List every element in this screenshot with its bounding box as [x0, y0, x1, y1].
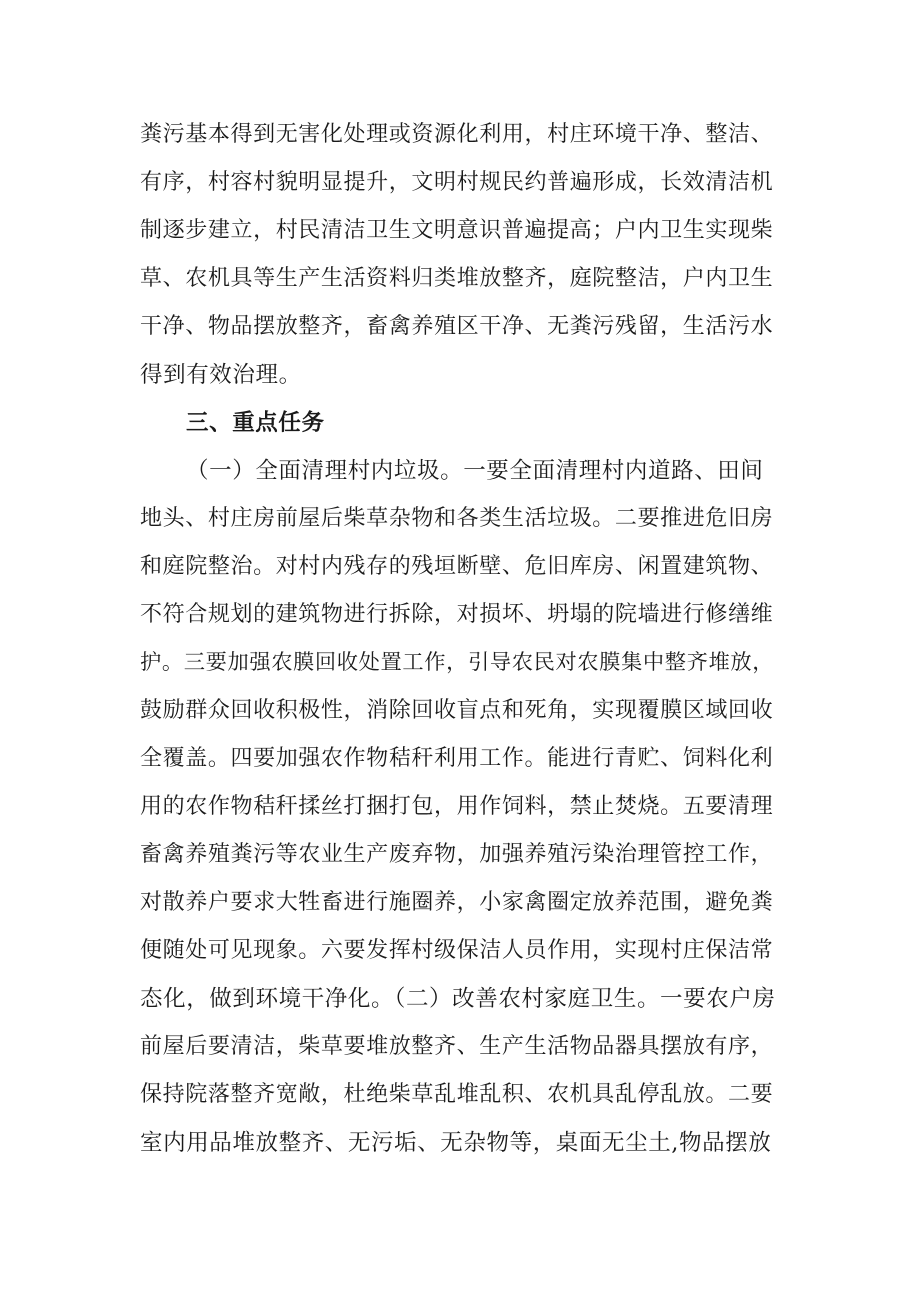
text-line: 保持院落整齐宽敞，杜绝柴草乱堆乱积、农机具乱停乱放。二要: [140, 1082, 774, 1107]
text-line: 粪污基本得到无害化处理或资源化利用，村庄环境干净、整洁、: [140, 122, 774, 147]
text-line: （一）全面清理村内垃圾。一要全面清理村内道路、田间: [186, 458, 764, 484]
text-line: 和庭院整治。对村内残存的残垣断壁、危旧库房、闲置建筑物、: [140, 554, 774, 579]
text-line: 对散养户要求大牲畜进行施圈养，小家禽圈定放养范围，避免粪: [140, 890, 774, 915]
text-line: 得到有效治理。: [140, 362, 302, 388]
text-line: 草、农机具等生产生活资料归类堆放整齐，庭院整洁，户内卫生: [140, 266, 774, 291]
text-line: 有序，村容村貌明显提升，文明村规民约普遍形成，长效清洁机: [140, 170, 774, 195]
text-line: 护。三要加强农膜回收处置工作，引导农民对农膜集中整齐堆放，: [140, 650, 775, 675]
text-line: 态化，做到环境干净化。（二）改善农村家庭卫生。一要农户房: [140, 986, 776, 1012]
text-line: 制逐步建立，村民清洁卫生文明意识普遍提高；户内卫生实现柴: [140, 218, 774, 243]
text-line: 便随处可见现象。六要发挥村级保洁人员作用，实现村庄保洁常: [140, 938, 774, 963]
text-line: 前屋后要清洁，柴草要堆放整齐、生产生活物品器具摆放有序，: [140, 1034, 774, 1059]
text-line: 室内用品堆放整齐、无污垢、无杂物等，桌面无尘土,物品摆放: [140, 1130, 772, 1156]
text-line: 干净、物品摆放整齐，畜禽养殖区干净、无粪污残留，生活污水: [140, 314, 774, 339]
text-line: 不符合规划的建筑物进行拆除，对损坏、坍塌的院墙进行修缮维: [140, 602, 774, 627]
text-line: 畜禽养殖粪污等农业生产废弃物，加强养殖污染治理管控工作，: [140, 842, 774, 867]
text-line: 全覆盖。四要加强农作物秸秆利用工作。能进行青贮、饲料化利: [140, 746, 774, 771]
text-line: 鼓励群众回收积极性，消除回收盲点和死角，实现覆膜区域回收: [140, 698, 774, 723]
text-line: 用的农作物秸秆揉丝打捆打包，用作饲料，禁止焚烧。五要清理: [140, 794, 774, 819]
text-line: 地头、村庄房前屋后柴草杂物和各类生活垃圾。二要推进危旧房: [140, 506, 774, 531]
section-heading: 三、重点任务: [186, 410, 325, 436]
